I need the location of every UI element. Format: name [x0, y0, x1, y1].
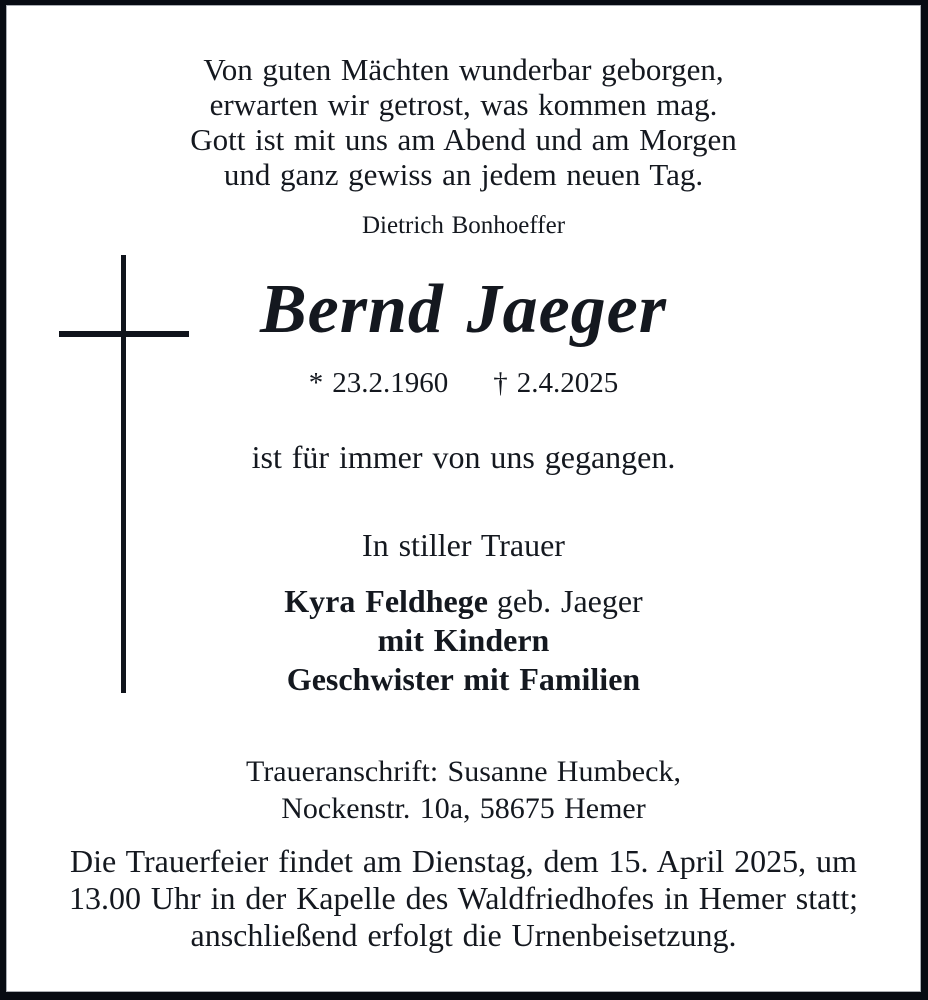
funeral-info-line-1: Die Trauerfeier findet am Dienstag, dem 15. April 2025, um — [70, 843, 857, 879]
mourner-line-3: Geschwister mit Familien — [286, 661, 641, 697]
chief-mourner-maiden-name: geb. Jaeger — [496, 583, 643, 619]
mourner-list — [7, 582, 920, 699]
farewell-line: ist für immer von uns gegangen. — [251, 439, 676, 475]
obituary-sheet — [6, 5, 921, 992]
memorial-poem — [7, 52, 920, 192]
funeral-service-info — [7, 843, 920, 954]
poem-line-4: und ganz gewiss an jedem neuen Tag. — [223, 157, 704, 192]
condolence-address-line-2: Nockenstr. 10a, 58675 Hemer — [281, 792, 646, 825]
poem-line-2: erwarten wir getrost, was kommen mag. — [209, 87, 718, 122]
deceased-name: Bernd Jaeger — [259, 271, 667, 348]
chief-mourner-name: Kyra Feldhege — [284, 583, 488, 619]
funeral-info-line-2: 13.00 Uhr in der Kapelle des Waldfriedhofes in Hemer statt; — [69, 880, 858, 916]
poem-line-1: Von guten Mächten wunderbar geborgen, — [203, 52, 724, 87]
mourner-line-1 — [7, 582, 920, 621]
condolence-address-line-1: Traueranschrift: Susanne Humbeck, — [246, 755, 681, 788]
mourner-line-2: mit Kindern — [377, 622, 550, 658]
death-date: † 2.4.2025 — [493, 367, 619, 399]
condolence-address — [7, 753, 920, 827]
life-dates — [7, 366, 920, 400]
poem-attribution: Dietrich Bonhoeffer — [361, 212, 566, 239]
mourning-intro: In stiller Trauer — [362, 527, 565, 563]
birth-date: * 23.2.1960 — [308, 367, 449, 399]
poem-line-3: Gott ist mit uns am Abend und am Morgen — [190, 122, 737, 157]
funeral-info-line-3: anschließend erfolgt die Urnenbeisetzung. — [190, 917, 737, 953]
